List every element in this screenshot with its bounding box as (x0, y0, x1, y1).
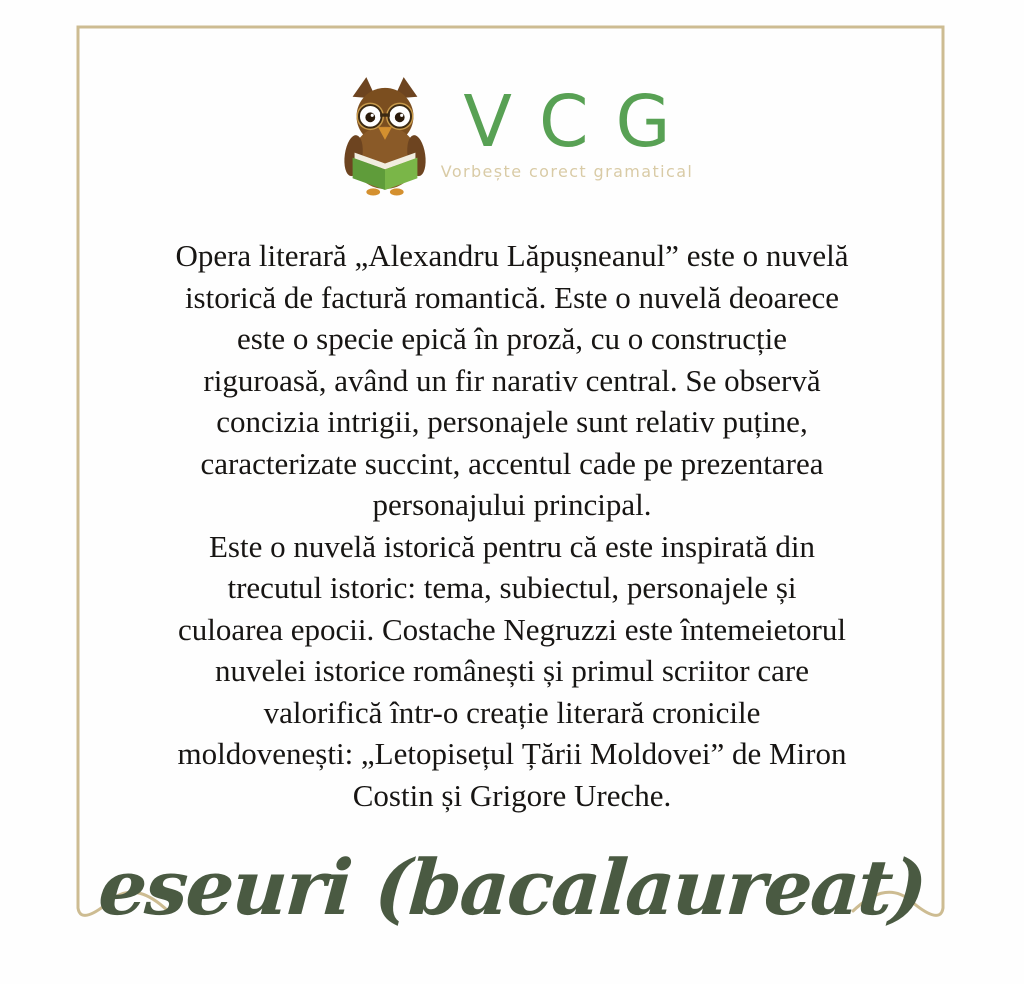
body-text-line: valorifică într-o creație literară cronicile (263, 694, 761, 730)
body-text-line: caracterizate succint, accentul cade pe prezentarea (200, 445, 824, 481)
owl-reading-book-icon (331, 74, 439, 196)
essay-text (52, 235, 972, 816)
body-text-line: nuvelei istorice românești și primul scriitor care (215, 653, 809, 688)
body-text-line: riguroasă, având un fir narativ central. Se observă (203, 362, 821, 398)
logo (0, 74, 1024, 196)
body-text-line: este o specie epică în proză, cu o construcție (236, 321, 787, 356)
body-text-line: culoarea epocii. Costache Negruzzi este întemeietorul (178, 611, 846, 647)
logo-text (440, 80, 698, 181)
brand-tagline: Vorbește corect gramatical (440, 162, 694, 181)
brand-name: VCG (463, 80, 698, 163)
body-text-line: personajului principal. (372, 487, 652, 522)
body-text-line: Costin și Grigore Ureche. (352, 777, 672, 813)
body-text-line: Opera literară „Alexandru Lăpușneanul” este o nuvelă (175, 238, 849, 273)
footer-script-title: eseuri (bacalaureat) (95, 843, 929, 932)
body-text-line: concizia intrigii, personajele sunt relativ puține, (216, 404, 808, 439)
body-text-line: Este o nuvelă istorică pentru că este inspirată din (208, 528, 815, 564)
body-text-line: istorică de factură romantică. Este o nuvelă deoarece (184, 279, 840, 315)
body-text-line: trecutul istoric: tema, subiectul, personajele și (227, 570, 797, 605)
body-text-line: moldovenești: „Letopisețul Țării Moldovei” de Miron (177, 736, 847, 771)
